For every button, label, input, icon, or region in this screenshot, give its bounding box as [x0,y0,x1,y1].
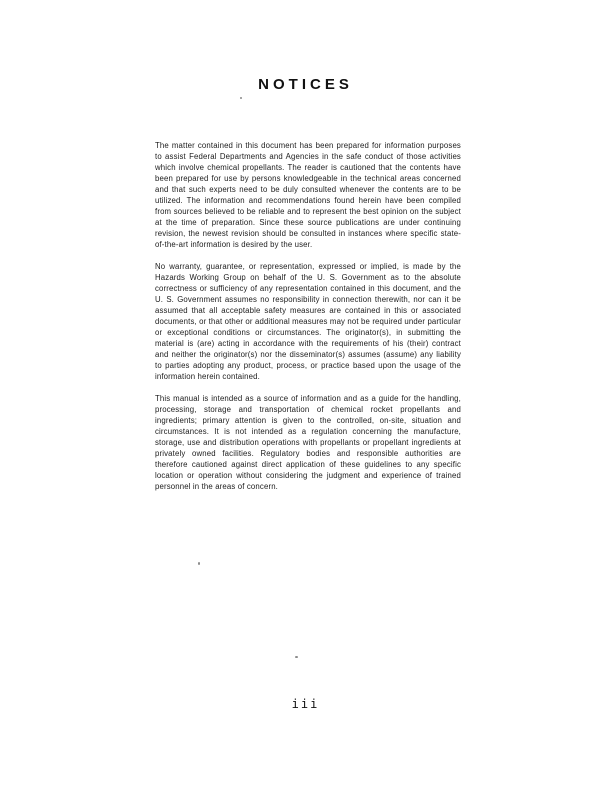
page-number: iii [291,697,320,711]
scan-speck [295,656,298,658]
notice-paragraph-1: The matter contained in this document has been prepared for information purposes to assist Federal Departments and Agencies in the safe conduct of those activities which involve chemical propellants. The reader is cautioned that the contents have been prepared for use by persons knowledgeable in the technical areas concerned and that such experts need to be duly consulted whenever the contents are to be utilized. The information and recommendations found herein have been compiled from sources believed to be reliable and to represent the best opinion on the subject at the time of preparation. Since these source publications are under continuing revision, the newest revision should be consulted in instances where specific state-of-the-art information is desired by the user. [155,141,461,249]
scan-speck [198,562,200,565]
notices-body [155,140,461,503]
scan-speck [240,97,242,99]
page-title: NOTICES [258,76,353,93]
notice-paragraph-3: This manual is intended as a source of information and as a guide for the handling, processing, storage and transportation of chemical rocket propellants and ingredients; primary attention is given to the controlled, on-site, situation and circumstances. It is not intended as a regulation concerning the manufacture, storage, use and distribution operations with propellants or propellant ingredients at privately owned facilities. Regulatory bodies and responsible authorities are therefore cautioned against direct application of these guidelines to any specific location or operation without considering the judgment and experience of trained personnel in the areas of concern. [155,394,461,491]
notice-paragraph-2: No warranty, guarantee, or representation, expressed or implied, is made by the Hazards Working Group on behalf of the U. S. Government as to the absolute correctness or sufficiency of any representation contained in this document, and the U. S. Government assumes no responsibility in connection therewith, nor can it be assumed that all acceptable safety measures are contained in this or associated documents, or that other or additional measures may not be required under particular or exceptional conditions or circumstances. The originator(s), in submitting the material is (are) acting in accordance with the requirements of his (their) contract and neither the originator(s) nor the disseminator(s) assumes (assume) any liability to parties adopting any product, process, or practice based upon the usage of the information herein contained. [155,262,462,381]
